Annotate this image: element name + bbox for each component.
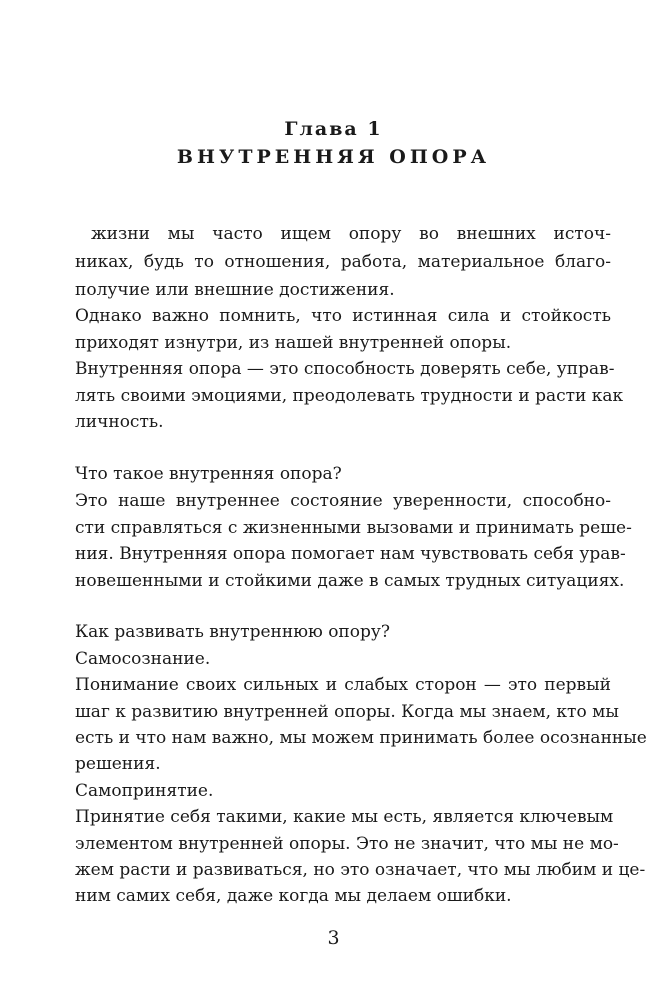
body-line: решения. <box>75 754 161 774</box>
subsection-heading: Самосознание. <box>75 649 211 669</box>
page-number: 3 <box>327 927 340 949</box>
body-line: шаг к развитию внутренней опоры. Когда мы знаем, кто мы <box>75 702 619 722</box>
chapter-label: Глава 1 <box>284 118 383 140</box>
body-line: ния. Внутренняя опора помогает нам чувствовать себя урав- <box>75 544 626 564</box>
body-line: жизни мы часто ищем опору во внешних источ- <box>91 224 611 244</box>
body-line: элементом внутренней опоры. Это не значит, что мы не мо- <box>75 834 619 854</box>
body-line: Понимание своих сильных и слабых сторон — это первый <box>75 675 611 695</box>
subsection-heading: Самопринятие. <box>75 781 214 801</box>
body-line: ним самих себя, даже когда мы делаем ошибки. <box>75 886 512 906</box>
body-line: Внутренняя опора — это способность доверять себе, управ- <box>75 359 615 379</box>
body-line: Принятие себя такими, какие мы есть, является ключевым <box>75 807 614 827</box>
section-question: Как развивать внутреннюю опору? <box>75 622 390 642</box>
body-line: сти справляться с жизненными вызовами и принимать реше- <box>75 518 632 538</box>
body-line: получие или внешние достижения. <box>75 280 395 300</box>
body-line: жем расти и развиваться, но это означает, что мы любим и це- <box>75 860 646 880</box>
section-question: Что такое внутренняя опора? <box>75 464 342 484</box>
body-line: есть и что нам важно, мы можем принимать более осознанные <box>75 728 647 748</box>
body-line: личность. <box>75 412 164 432</box>
body-line: новешенными и стойкими даже в самых трудных ситуациях. <box>75 571 625 591</box>
body-line: лять своими эмоциями, преодолевать трудности и расти как <box>75 386 624 406</box>
body-line: никах, будь то отношения, работа, материальное благо- <box>75 252 611 272</box>
body-line: Это наше внутреннее состояние уверенности, способно- <box>75 491 611 511</box>
body-line: Однако важно помнить, что истинная сила и стойкость <box>75 306 611 326</box>
chapter-title: ВНУТРЕННЯЯ ОПОРА <box>176 146 491 168</box>
body-line: приходят изнутри, из нашей внутренней опоры. <box>75 333 512 353</box>
